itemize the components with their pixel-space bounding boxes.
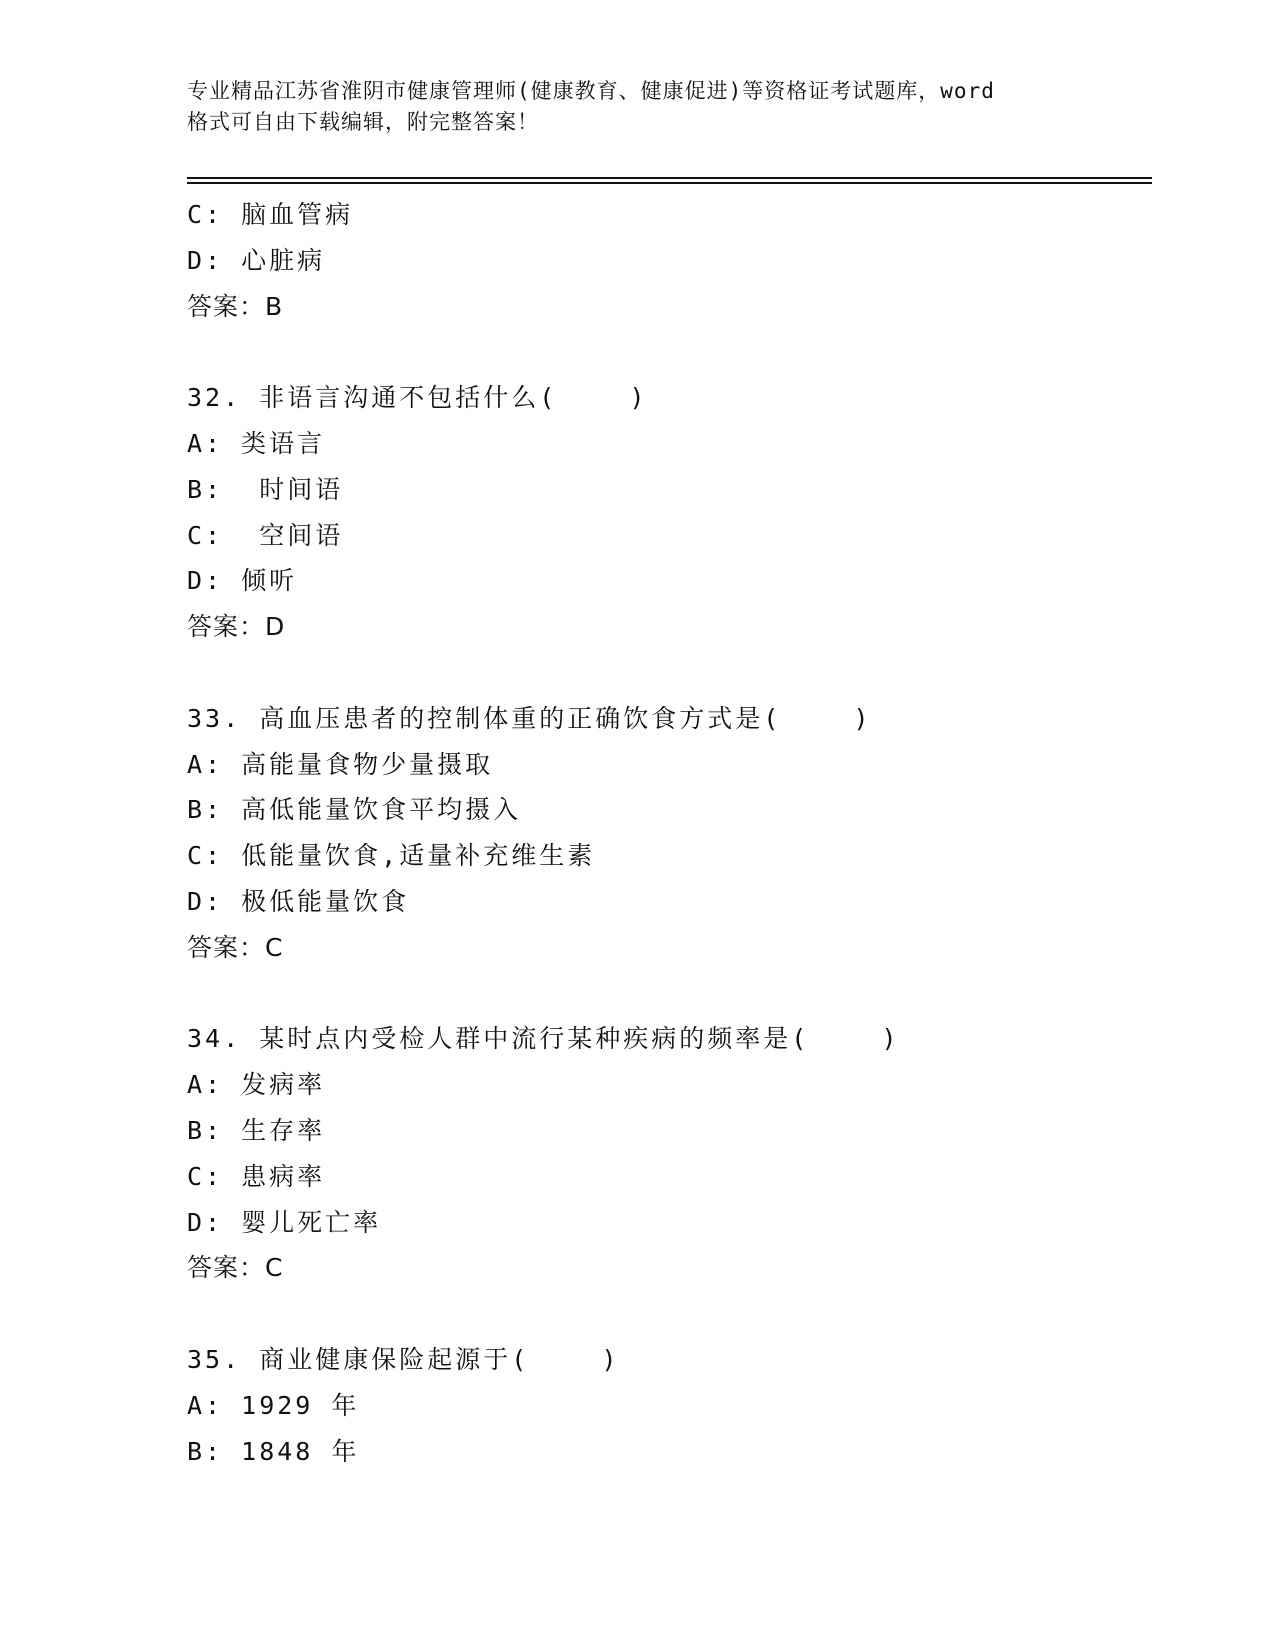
option-a: A: 高能量食物少量摄取 [187,749,494,779]
option-d: D: 倾听 [187,566,298,596]
question-block [187,192,1147,329]
question-list [187,192,1147,1474]
question-block [187,375,1147,650]
answer-line: 答案：D [187,612,286,642]
question-text: 35. 商业健康保险起源于( ) [187,1344,620,1374]
option-b: B: 时间语 [187,474,344,504]
option-a: A: 1929 年 [187,1390,360,1420]
header-line-2: 格式可自由下载编辑，附完整答案！ [187,110,539,134]
option-b: B: 高低能量饮食平均摄入 [187,795,522,825]
question-block [187,696,1147,971]
option-d: D: 婴儿死亡率 [187,1207,382,1237]
header-line-1: 专业精品江苏省淮阴市健康管理师(健康教育、健康促进)等资格证考试题库，word [187,79,995,103]
header-divider-top [187,177,1152,179]
option-b: B: 1848 年 [187,1436,360,1466]
option-c: C: 空间语 [187,520,344,550]
option-c: C: 低能量饮食,适量补充维生素 [187,841,596,871]
option-c: C: 患病率 [187,1161,326,1191]
option-a: A: 发病率 [187,1070,326,1100]
option-d: D: 极低能量饮食 [187,886,410,916]
spacer [187,329,1147,375]
spacer [187,1291,1147,1337]
question-text: 32. 非语言沟通不包括什么( ) [187,383,648,413]
spacer [187,650,1147,696]
answer-line: 答案：C [187,1253,284,1283]
answer-line: 答案：B [187,291,284,321]
question-text: 33. 高血压患者的控制体重的正确饮食方式是( ) [187,703,872,733]
question-block [187,1016,1147,1291]
option-c: C: 脑血管病 [187,200,354,229]
answer-line: 答案：C [187,932,284,962]
question-block [187,1337,1147,1474]
document-header [187,76,1087,138]
option-b: B: 生存率 [187,1115,326,1145]
spacer [187,971,1147,1017]
question-text: 34. 某时点内受检人群中流行某种疾病的频率是( ) [187,1024,900,1054]
option-a: A: 类语言 [187,428,326,458]
option-d: D: 心脏病 [187,245,326,275]
header-divider-bottom [187,182,1152,184]
